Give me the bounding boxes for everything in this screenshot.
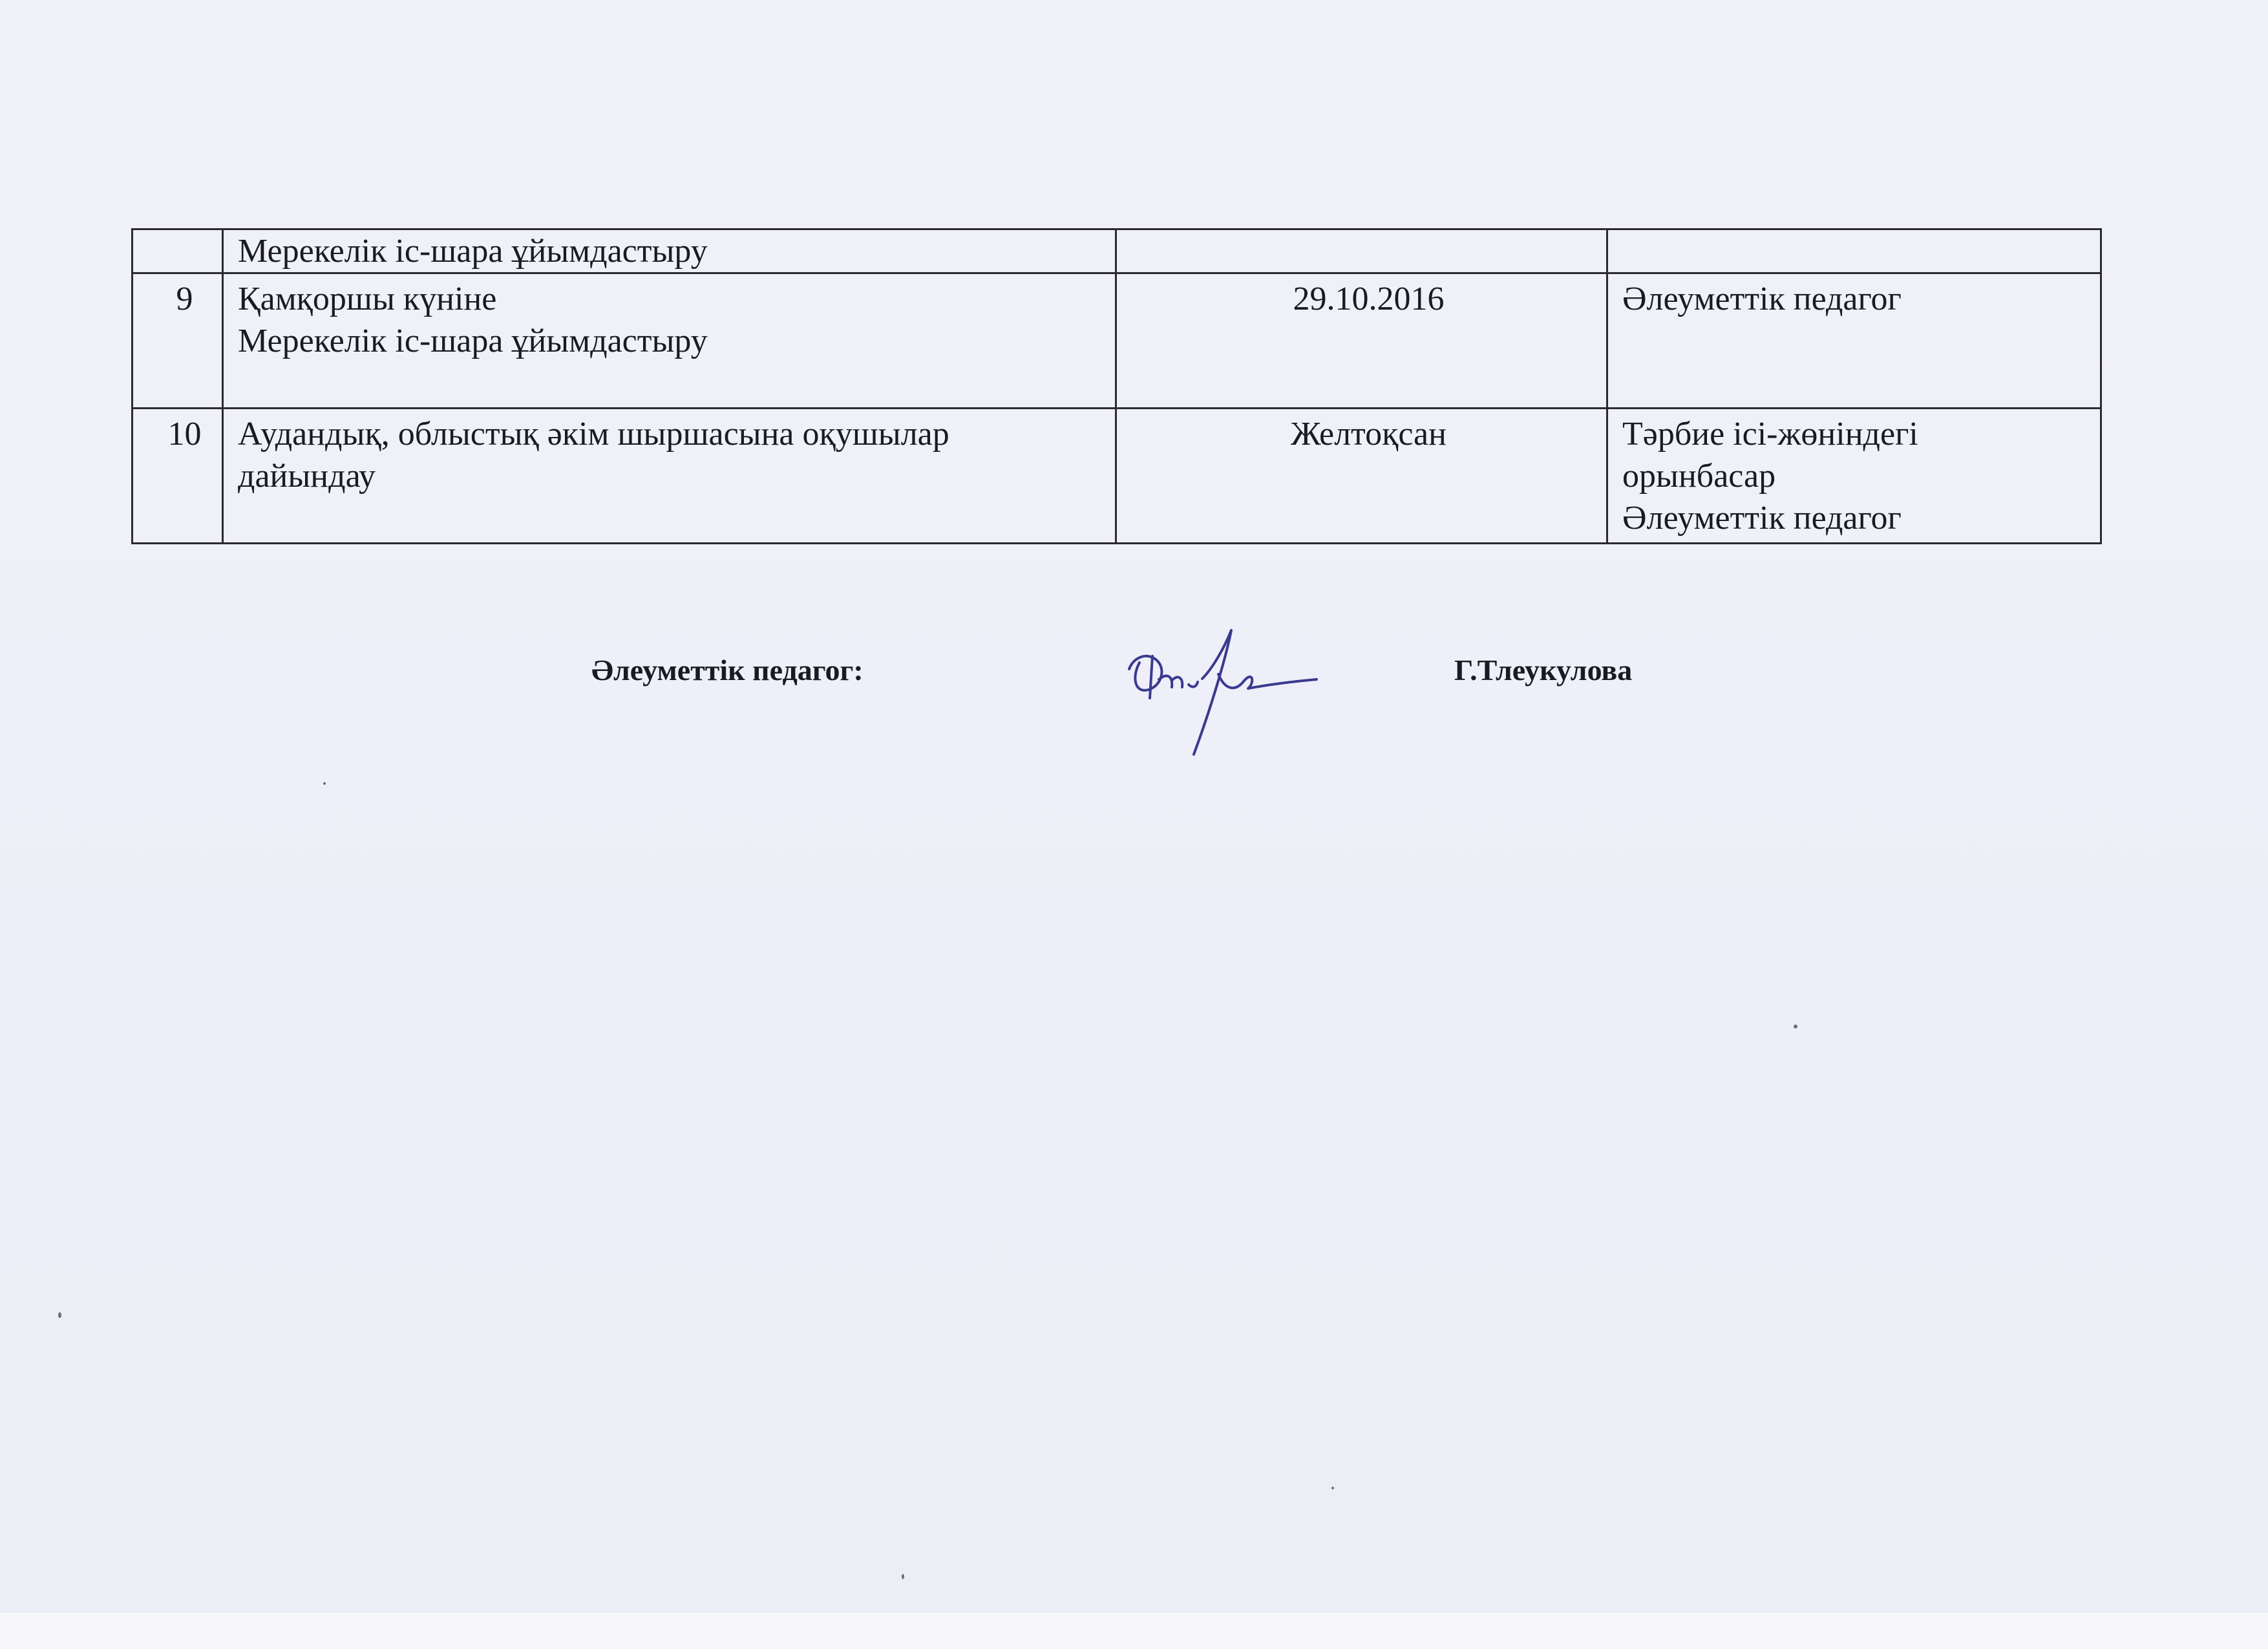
- responsible-text: Әлеуметтік педагог: [1622, 500, 1902, 537]
- date-cell: 29.10.2016: [1116, 273, 1607, 409]
- scan-speck: [323, 782, 326, 785]
- event-cell: [223, 229, 1116, 273]
- event-text: Мерекелік іс-шара ұйымдастыру: [238, 233, 708, 270]
- scan-speck: [1794, 1025, 1797, 1028]
- event-text: Қамқоршы күніне: [238, 281, 497, 317]
- scan-speck: [58, 1312, 61, 1318]
- row-number: [132, 229, 223, 273]
- signature-strokes: [1129, 630, 1317, 754]
- responsible-cell: [1607, 273, 2101, 409]
- responsible-cell: [1607, 229, 2101, 273]
- row-number: 10: [132, 409, 223, 544]
- event-cell: [223, 409, 1116, 544]
- table-row: [132, 409, 2101, 544]
- responsible-text: Әлеуметтік педагог: [1622, 281, 1902, 317]
- signatory-name: Г.Тлеукулова: [1454, 654, 1633, 686]
- scan-speck: [902, 1574, 904, 1579]
- signatory-role: Әлеуметтік педагог:: [591, 654, 864, 686]
- responsible-text: орынбасар: [1622, 458, 1776, 495]
- handwritten-signature: [1121, 617, 1335, 766]
- events-table: [131, 228, 2102, 544]
- scan-speck: [1331, 1487, 1334, 1489]
- row-number: 9: [132, 273, 223, 409]
- table-row: [132, 273, 2101, 409]
- table-row: [132, 229, 2101, 273]
- event-text: Мерекелік іс-шара ұйымдастыру: [238, 323, 708, 359]
- page-bottom-edge: [0, 1612, 2268, 1649]
- responsible-text: Тәрбие ісі-жөніндегі: [1622, 416, 1918, 452]
- date-cell: Желтоқсан: [1116, 409, 1607, 544]
- date-cell: [1116, 229, 1607, 273]
- responsible-cell: [1607, 409, 2101, 544]
- event-cell: [223, 273, 1116, 409]
- event-text: Аудандық, облыстық әкім шыршасына оқушылар: [238, 416, 949, 452]
- event-text: дайындау: [238, 458, 376, 495]
